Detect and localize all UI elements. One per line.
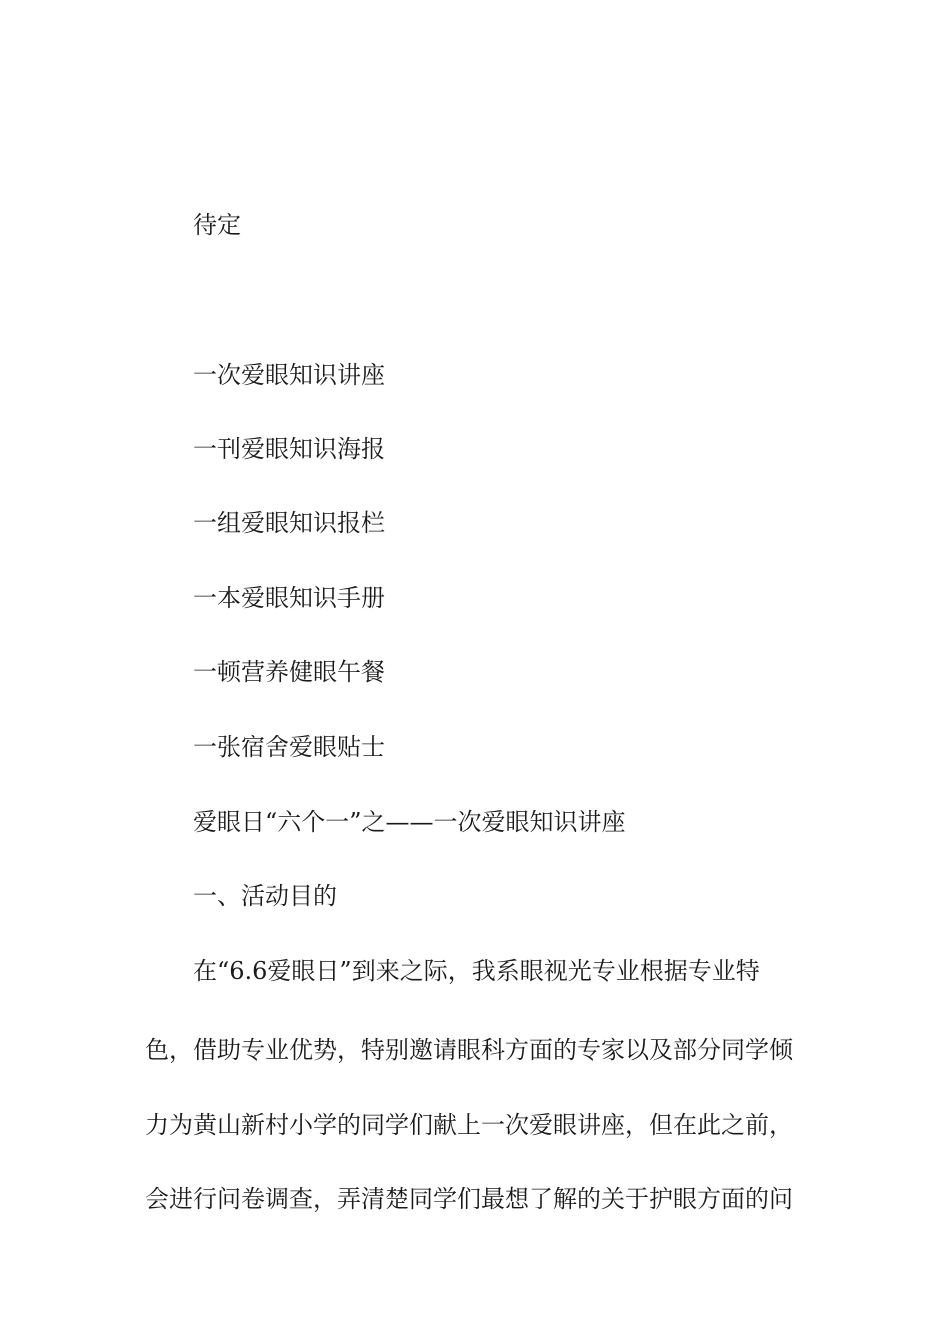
paragraph-line-1: 在“6.6爱眼日”到来之际，我系眼视光专业根据专业特 — [193, 957, 760, 985]
list-item-tips: 一张宿舍爱眼贴士 — [193, 733, 385, 761]
heading-purpose: 一、活动目的 — [193, 882, 337, 910]
list-item-board: 一组爱眼知识报栏 — [193, 509, 385, 537]
section-title: 爱眼日“六个一”之——一次爱眼知识讲座 — [193, 808, 626, 836]
list-item-lunch: 一顿营养健眼午餐 — [193, 658, 385, 686]
list-item-handbook: 一本爱眼知识手册 — [193, 584, 385, 612]
list-item-poster: 一刊爱眼知识海报 — [193, 435, 385, 463]
status-text: 待定 — [193, 211, 241, 239]
paragraph-line-3: 力为黄山新村小学的同学们献上一次爱眼讲座，但在此之前， — [145, 1111, 793, 1139]
list-item-lecture: 一次爱眼知识讲座 — [193, 361, 385, 389]
paragraph-line-2: 色，借助专业优势，特别邀请眼科方面的专家以及部分同学倾 — [145, 1036, 793, 1064]
paragraph-line-4: 会进行问卷调查，弄清楚同学们最想了解的关于护眼方面的问 — [145, 1185, 793, 1213]
